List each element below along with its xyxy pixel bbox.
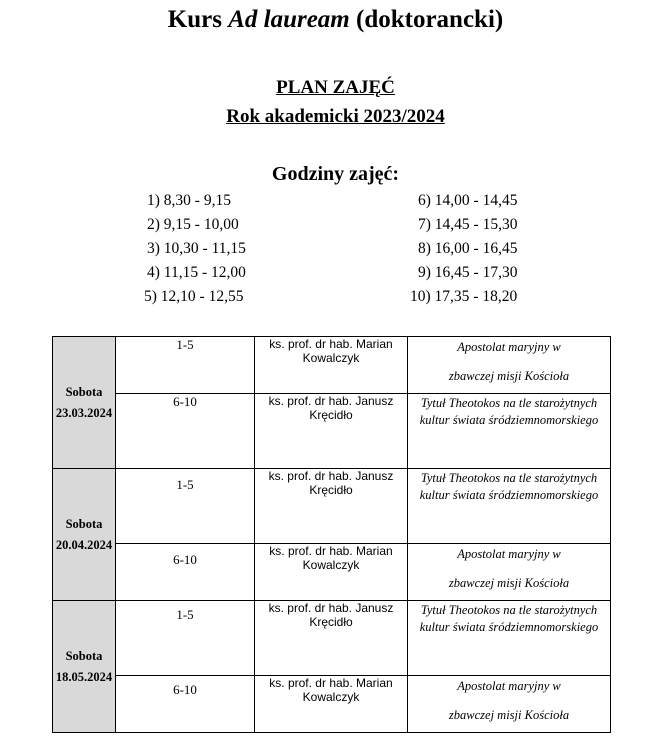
subject-cell bbox=[408, 601, 611, 676]
date-label: 20.04.2024 bbox=[55, 537, 113, 552]
subject-line: kultur świata śródziemnomorskiego bbox=[419, 620, 599, 634]
plan-heading: PLAN ZAJĘĆ bbox=[276, 77, 395, 98]
hour-item: 8) 16,00 - 16,45 bbox=[418, 240, 518, 257]
hours-cell: 1-5 bbox=[116, 601, 255, 676]
day-label: Sobota bbox=[65, 648, 103, 663]
lecturer-line: ks. prof. dr hab. Marian bbox=[269, 544, 393, 558]
date-label: 23.03.2024 bbox=[55, 405, 113, 420]
day-cell bbox=[53, 469, 116, 601]
hours-cell: 1-5 bbox=[116, 337, 255, 394]
subject-cell bbox=[408, 337, 611, 394]
hour-item: 9) 16,45 - 17,30 bbox=[418, 264, 518, 281]
table-row bbox=[53, 394, 611, 469]
academic-year-heading: Rok akademicki 2023/2024 bbox=[226, 106, 445, 127]
lecturer-cell bbox=[255, 469, 408, 544]
lecturer-line: Kowalczyk bbox=[302, 558, 360, 572]
day-label: Sobota bbox=[65, 516, 103, 531]
subject-cell bbox=[408, 544, 611, 601]
date-label: 18.05.2024 bbox=[55, 669, 113, 684]
lecturer-cell bbox=[255, 676, 408, 733]
subject-line: Tytuł Theotokos na tle starożytnych bbox=[420, 603, 598, 617]
hour-item: 3) 10,30 - 11,15 bbox=[147, 240, 246, 257]
lecturer-cell bbox=[255, 394, 408, 469]
title-italic-text: Ad lauream bbox=[228, 6, 350, 33]
subject-line: Apostolat maryjny w bbox=[457, 547, 561, 561]
lecturer-line: Kręcidło bbox=[309, 408, 353, 422]
day-label: Sobota bbox=[65, 384, 103, 399]
subject-line: zbawczej misji Kościoła bbox=[448, 369, 570, 383]
table-row bbox=[53, 676, 611, 733]
subject-cell bbox=[408, 394, 611, 469]
lecturer-cell bbox=[255, 601, 408, 676]
lecturer-line: Kowalczyk bbox=[302, 690, 360, 704]
subject-cell bbox=[408, 469, 611, 544]
subject-line: kultur świata śródziemnomorskiego bbox=[419, 413, 599, 427]
hours-cell: 6-10 bbox=[116, 676, 255, 733]
lecturer-line: ks. prof. dr hab. Marian bbox=[269, 676, 393, 690]
subject-cell bbox=[408, 676, 611, 733]
hours-cell: 6-10 bbox=[116, 394, 255, 469]
lecturer-line: ks. prof. dr hab. Janusz bbox=[268, 394, 394, 408]
subject-line: Tytuł Theotokos na tle starożytnych bbox=[420, 396, 598, 410]
subject-line: zbawczej misji Kościoła bbox=[448, 708, 570, 722]
lecturer-line: Kręcidło bbox=[309, 615, 353, 629]
hour-item: 4) 11,15 - 12,00 bbox=[147, 264, 246, 281]
schedule-table bbox=[52, 336, 611, 733]
hour-item: 5) 12,10 - 12,55 bbox=[144, 288, 244, 305]
table-row bbox=[53, 469, 611, 544]
lecturer-line: Kręcidło bbox=[309, 483, 353, 497]
hour-item: 1) 8,30 - 9,15 bbox=[147, 192, 231, 209]
day-cell bbox=[53, 601, 116, 733]
hour-item: 2) 9,15 - 10,00 bbox=[147, 216, 239, 233]
title-text: Kurs bbox=[167, 6, 229, 33]
hours-cell: 1-5 bbox=[116, 469, 255, 544]
lecturer-cell bbox=[255, 337, 408, 394]
table-row bbox=[53, 601, 611, 676]
subject-line: Tytuł Theotokos na tle starożytnych bbox=[420, 471, 598, 485]
subject-line: kultur świata śródziemnomorskiego bbox=[419, 488, 599, 502]
lecturer-line: ks. prof. dr hab. Marian bbox=[269, 337, 393, 351]
subject-line: Apostolat maryjny w bbox=[457, 679, 561, 693]
table-row bbox=[53, 337, 611, 394]
day-cell bbox=[53, 337, 116, 469]
title-suffix-text: (doktorancki) bbox=[349, 6, 504, 33]
hours-cell: 6-10 bbox=[116, 544, 255, 601]
lecturer-cell bbox=[255, 544, 408, 601]
lecturer-line: ks. prof. dr hab. Janusz bbox=[268, 601, 394, 615]
lecturer-line: ks. prof. dr hab. Janusz bbox=[268, 469, 394, 483]
subject-line: Apostolat maryjny w bbox=[457, 340, 561, 354]
hour-item: 6) 14,00 - 14,45 bbox=[418, 192, 518, 209]
page-title bbox=[0, 6, 671, 34]
hour-item: 7) 14,45 - 15,30 bbox=[418, 216, 518, 233]
lecturer-line: Kowalczyk bbox=[302, 351, 360, 365]
hour-item: 10) 17,35 - 18,20 bbox=[410, 288, 518, 305]
subject-line: zbawczej misji Kościoła bbox=[448, 576, 570, 590]
hours-heading: Godziny zajęć: bbox=[271, 163, 400, 185]
table-row bbox=[53, 544, 611, 601]
